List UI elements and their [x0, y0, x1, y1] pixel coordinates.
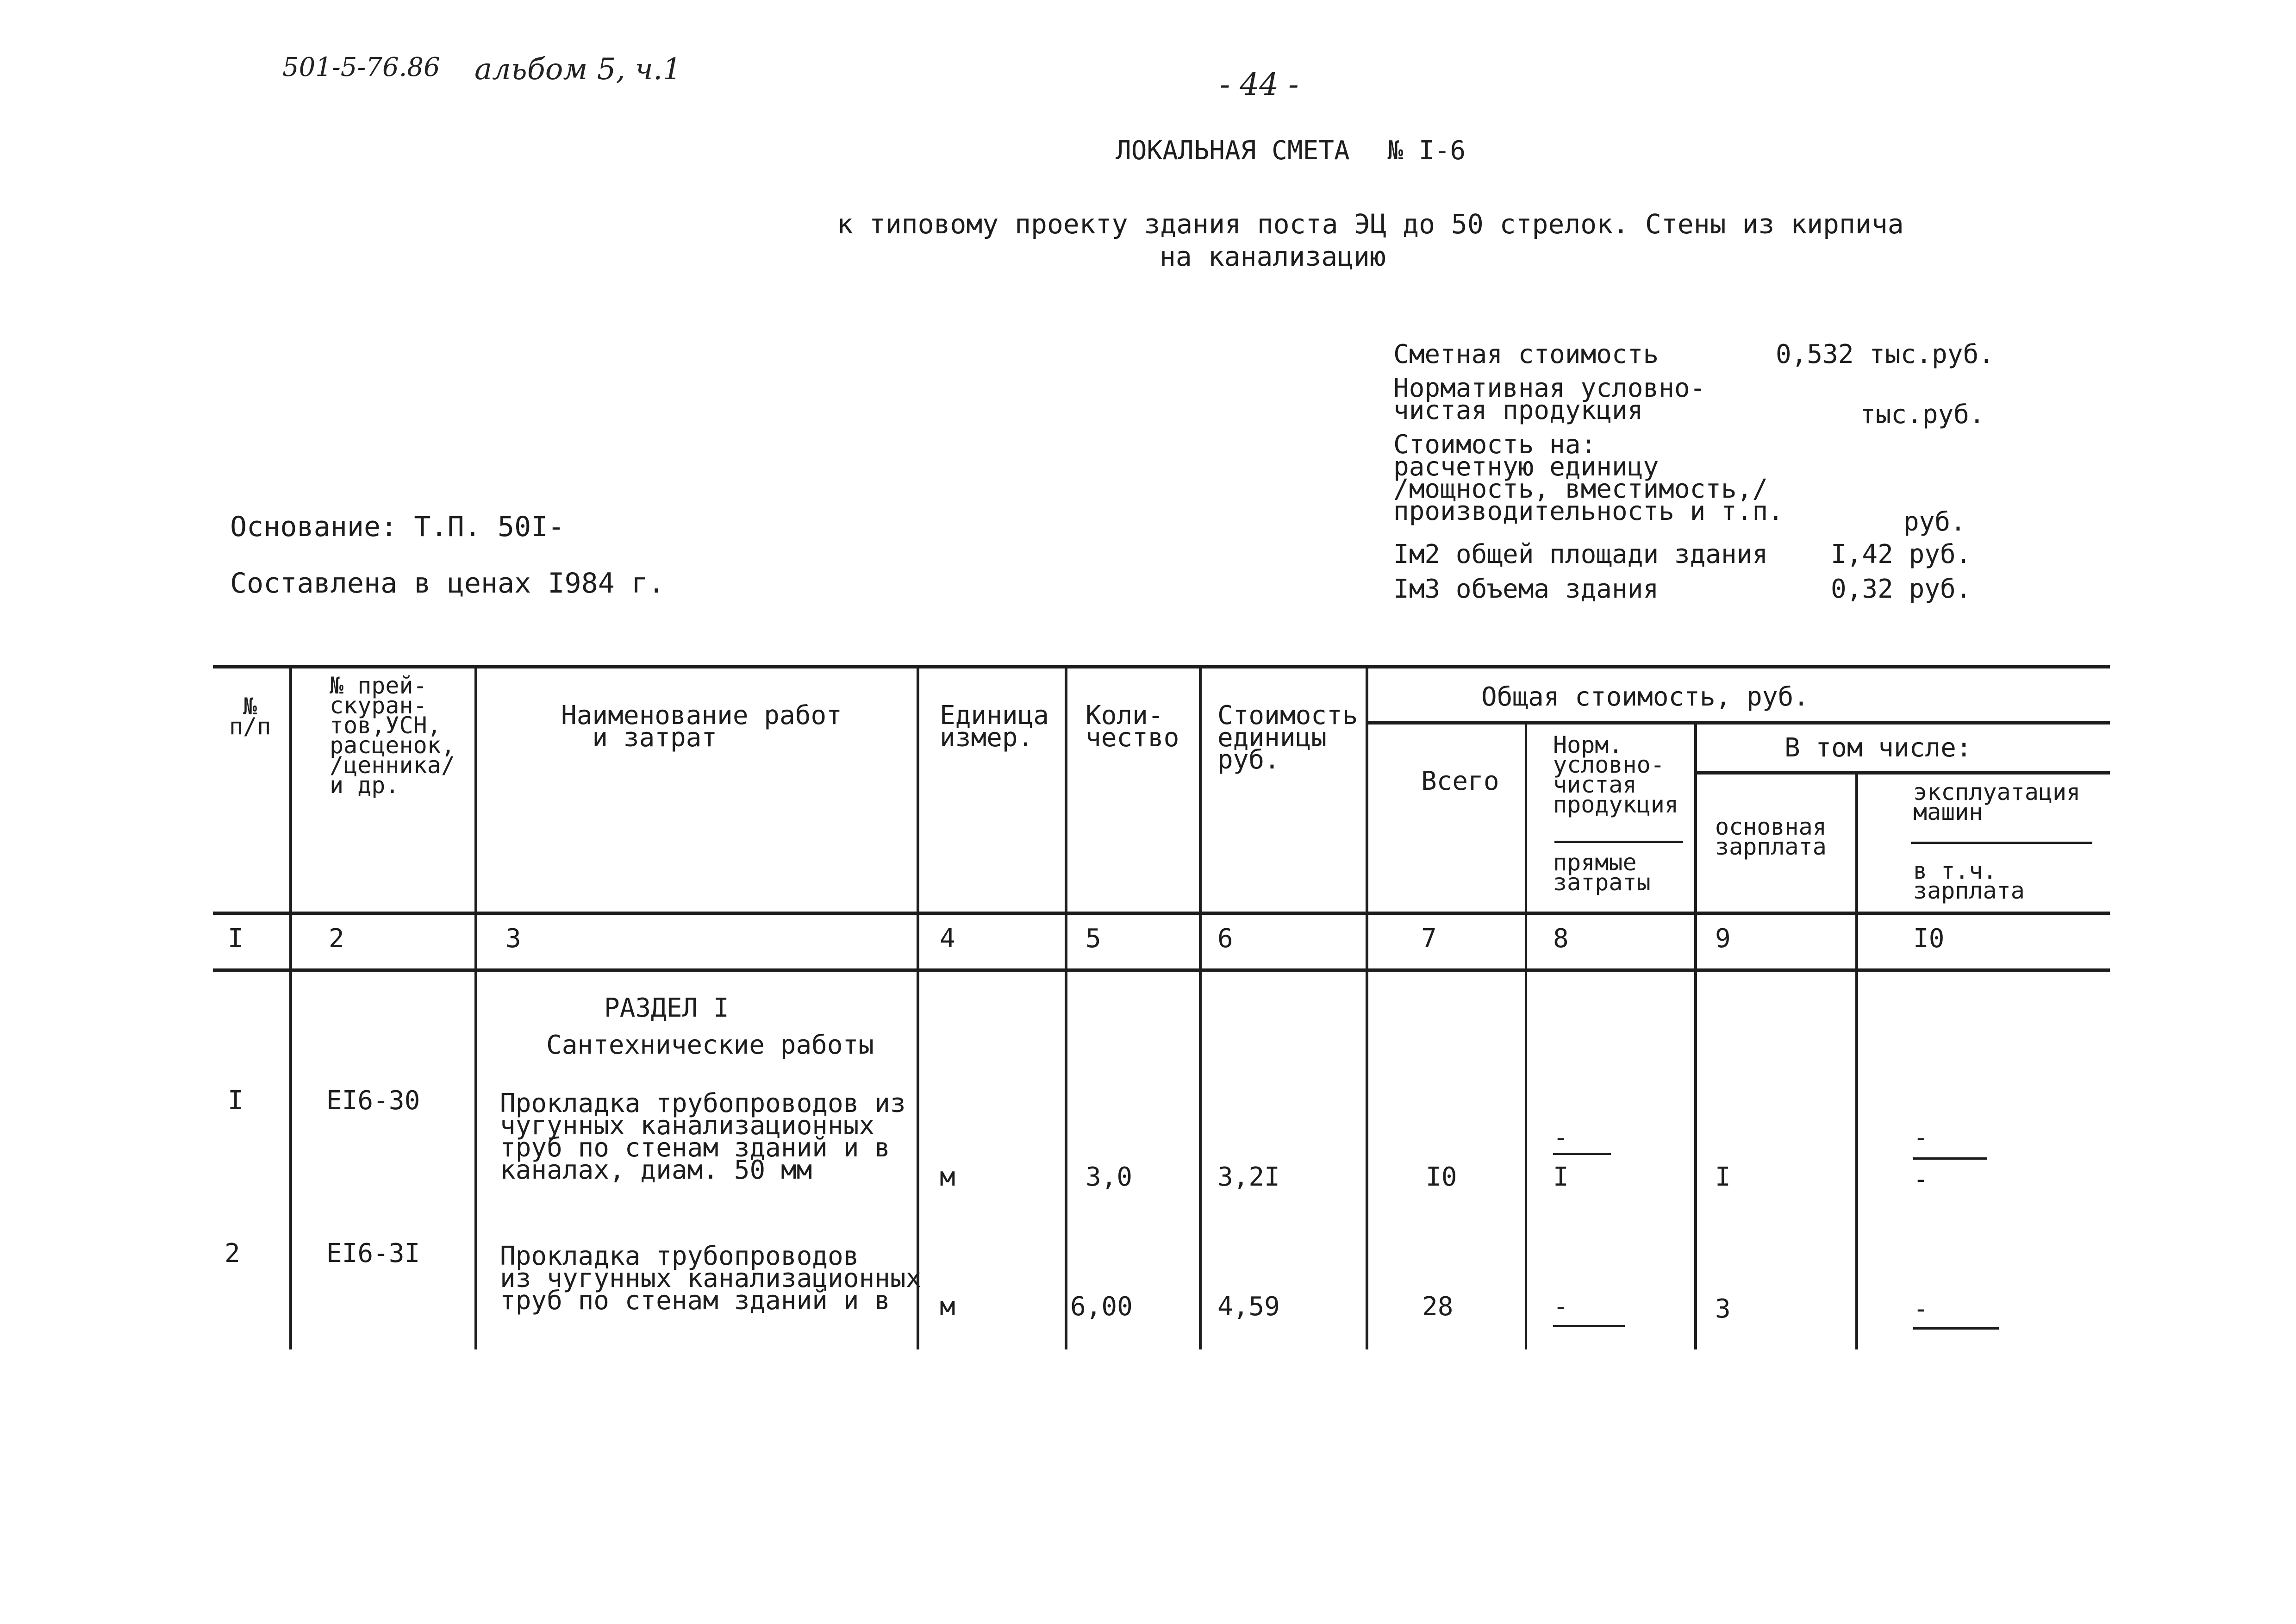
title-heading: ЛОКАЛЬНАЯ СМЕТА: [1116, 136, 1350, 166]
col-divider-5: [1199, 665, 1202, 1349]
machines-subrule: [1911, 842, 2092, 844]
row-direct: I: [1553, 1162, 1569, 1192]
document-title: [1116, 138, 1466, 164]
row-unit: м: [940, 1292, 955, 1322]
header-direct: прямые затраты: [1553, 849, 1651, 896]
header-machines: эксплуатация машин: [1913, 779, 2081, 825]
col-divider-9: [1855, 772, 1858, 1349]
subtitle-line-1: к типовому проекту здания поста ЭЦ до 50 стрелок. Стены из кирпича: [837, 208, 1904, 240]
row-code: EI6-30: [326, 1086, 420, 1116]
header-incl-salary: в т.ч. зарплата: [1913, 857, 2025, 904]
column-number: 2: [329, 924, 344, 954]
estimated-cost-label: Сметная стоимость: [1393, 339, 1659, 369]
title-number: I-6: [1418, 136, 1466, 166]
column-number: 6: [1217, 924, 1233, 954]
row-unit-cost: 3,2I: [1217, 1162, 1280, 1192]
estimated-cost-value: 0,532 тыс.руб.: [1776, 339, 1995, 369]
normative-value: тыс.руб.: [1860, 400, 1985, 430]
volume-label: Iм3 объема здания: [1393, 574, 1659, 604]
header-qty: Коли- чество: [1086, 700, 1179, 753]
col-divider-8: [1694, 722, 1697, 1349]
column-number: 8: [1553, 924, 1569, 954]
area-label: Iм2 общей площади здания: [1393, 539, 1768, 569]
area-value: I,42 руб.: [1831, 539, 1972, 569]
col-divider-7: [1525, 722, 1527, 1349]
column-number: 5: [1086, 924, 1101, 954]
column-number: 4: [940, 924, 955, 954]
row-norm-underline: [1553, 1325, 1625, 1327]
row-machines-underline: [1913, 1327, 1999, 1330]
row-name: Прокладка трубопроводов из чугунных канализационных труб по стенам зданий и в: [500, 1241, 922, 1316]
column-number: I: [228, 924, 243, 954]
row-basic-salary: 3: [1715, 1294, 1731, 1324]
row-qty: 6,00: [1070, 1292, 1133, 1322]
handwritten-document-code: 501-5-76.86: [282, 52, 440, 82]
row-code: EI6-3I: [326, 1238, 420, 1268]
row-unit-cost: 4,59: [1217, 1292, 1280, 1322]
section-title: РАЗДЕЛ I: [604, 993, 729, 1023]
header-norm: Норм. условно- чистая продукция: [1553, 731, 1678, 818]
table-top-rule: [213, 665, 2110, 668]
volume-value: 0,32 руб.: [1831, 574, 1972, 604]
header-total: Всего: [1421, 766, 1499, 796]
header-bottom-rule: [213, 912, 2110, 915]
column-number: 9: [1715, 924, 1731, 954]
header-unit: Единица измер.: [940, 700, 1049, 753]
row-basic-salary: I: [1715, 1162, 1731, 1192]
row-norm: -: [1553, 1292, 1569, 1322]
header-incl-group: В том числе:: [1784, 733, 1972, 763]
row-machines: -: [1913, 1294, 1929, 1324]
header-total-group: Общая стоимость, руб.: [1481, 682, 1809, 712]
col-divider-1: [289, 665, 292, 1349]
row-unit: м: [940, 1162, 955, 1192]
row-qty: 3,0: [1086, 1162, 1133, 1192]
row-total: I0: [1426, 1162, 1457, 1192]
row-num: I: [228, 1086, 243, 1116]
header-unit-cost: Стоимость единицы руб.: [1217, 700, 1358, 775]
total-group-rule: [1368, 721, 2110, 725]
unit-cost-value: руб.: [1903, 507, 1966, 537]
section-subtitle: Сантехнические работы: [546, 1030, 874, 1060]
normative-label: Нормативная условно- чистая продукция: [1393, 373, 1706, 426]
row-name: Прокладка трубопроводов из чугунных канализационных труб по стенам зданий и в каналах, диам. 50 мм: [500, 1088, 906, 1186]
row-norm-underline: [1553, 1153, 1611, 1155]
row-total: 28: [1422, 1292, 1454, 1322]
header-num: № п/п: [229, 693, 271, 740]
header-basic-salary: основная зарплата: [1715, 813, 1827, 860]
column-number: 3: [505, 924, 521, 954]
handwritten-page-number: - 44 -: [1220, 67, 1299, 102]
title-number-sign: №: [1387, 136, 1404, 166]
unit-cost-label: Стоимость на: расчетную единицу /мощность, вместимость,/ производительность и т.п.: [1393, 430, 1784, 527]
row-machines-underline: [1913, 1157, 1987, 1160]
handwritten-album-note: альбом 5, ч.1: [474, 52, 682, 87]
row-machines: -: [1913, 1123, 1929, 1153]
col-divider-2: [474, 665, 477, 1349]
row-incl-salary: -: [1913, 1164, 1929, 1194]
incl-group-rule: [1697, 771, 2110, 775]
header-name: Наименование работ и затрат: [561, 700, 842, 753]
header-code: № прей- скуран- тов,УСН, расценок, /ценника/ и др.: [330, 672, 455, 799]
prices-year-text: Составлена в ценах I984 г.: [230, 567, 665, 600]
row-num: 2: [225, 1238, 240, 1268]
norm-subrule: [1554, 841, 1683, 843]
col-divider-6: [1366, 665, 1368, 1349]
column-number: I0: [1913, 924, 1945, 954]
basis-text: Основание: Т.П. 50I-: [230, 511, 565, 543]
row-norm: -: [1553, 1123, 1569, 1153]
col-divider-4: [1065, 665, 1067, 1349]
column-number: 7: [1421, 924, 1437, 954]
column-numbers-bottom-rule: [213, 968, 2110, 972]
subtitle-line-2: на канализацию: [1160, 241, 1386, 272]
